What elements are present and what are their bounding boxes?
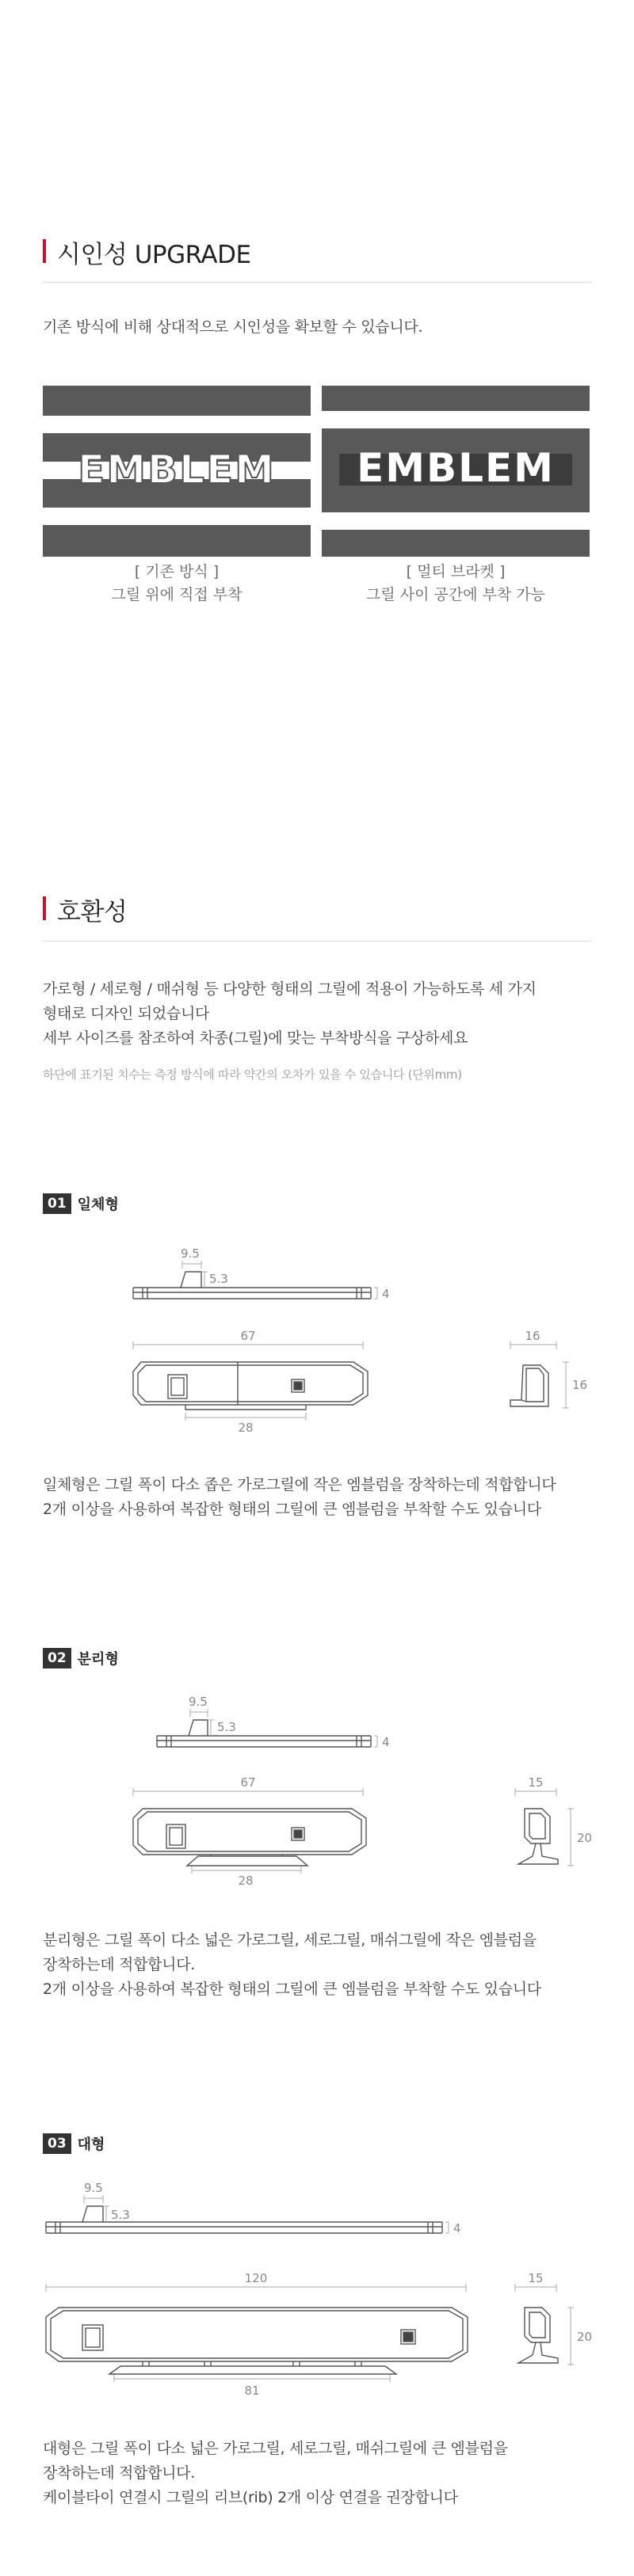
type-name: 분리형	[77, 1651, 119, 1668]
grille-stripe	[322, 411, 590, 428]
emblem-direct-mount-image	[43, 386, 311, 557]
type01-top-view-drawing	[119, 1243, 404, 1315]
type-number-badge: 03	[43, 2133, 71, 2154]
dim-label: 9.5	[84, 2181, 103, 2195]
compat-line: 세부 사이즈를 참조하여 차종(그릴)에 맞는 부착방식을 구상하세요	[43, 1029, 468, 1047]
desc-line: 케이블타이 연결시 그릴의 리브(rib) 2개 이상 연결을 권장합니다	[43, 2489, 458, 2506]
type02-description	[43, 1928, 541, 2002]
type-number-badge: 02	[43, 1648, 71, 1669]
compat-line: 가로형 / 세로형 / 매쉬형 등 다양한 형태의 그릴에 적용이 가능하도록 세 가지	[43, 980, 537, 998]
desc-line: 2개 이상을 사용하여 복잡한 형태의 그릴에 큰 엠블럼을 부착할 수도 있습니다	[43, 1981, 541, 1998]
caption-sub: 그릴 사이 공간에 부착 가능	[365, 586, 546, 603]
type02-side-view-drawing	[496, 1777, 599, 1888]
type-label-01	[43, 1193, 119, 1214]
grille-stripe	[322, 512, 590, 530]
dim-label: 4	[382, 1735, 390, 1749]
emblem-logo: EMBLEM	[78, 447, 276, 493]
dim-label: 20	[577, 2330, 593, 2344]
grille-stripe	[43, 508, 311, 525]
compat-note: 하단에 표기된 치수는 측정 방식에 따라 약간의 오차가 있을 수 있습니다 (단위mm)	[43, 1067, 462, 1082]
type-name: 대형	[77, 2137, 105, 2153]
dim-label: 16	[525, 1330, 540, 1343]
dim-label: 20	[577, 1831, 593, 1845]
type-label-03	[43, 2133, 105, 2154]
type03-side-view-drawing	[496, 2273, 599, 2391]
visibility-description: 기존 방식에 비해 상대적으로 시인성을 확보할 수 있습니다.	[43, 318, 423, 336]
dim-label: 5.3	[217, 1720, 236, 1734]
emblem-multi-bracket-image	[322, 386, 590, 557]
desc-line: 장착하는데 적합합니다.	[43, 1956, 196, 1973]
type01-front-view-drawing	[119, 1330, 388, 1433]
type-label-02	[43, 1648, 119, 1669]
section-divider	[43, 941, 591, 942]
grille-stripe	[43, 416, 311, 433]
desc-line: 분리형은 그릴 폭이 다소 넓은 가로그릴, 세로그릴, 매쉬그릴에 작은 엠블럼을	[43, 1931, 537, 1949]
dim-label: 16	[572, 1378, 588, 1392]
compat-description	[43, 977, 537, 1051]
type01-description	[43, 1473, 556, 1522]
type01-side-view-drawing	[491, 1330, 594, 1433]
dim-label: 4	[382, 1287, 390, 1301]
dim-label: 67	[240, 1777, 256, 1790]
dim-label: 4	[453, 2221, 461, 2235]
section-accent-bar	[43, 239, 46, 263]
dim-label: 15	[528, 2273, 544, 2285]
type-name: 일체형	[77, 1197, 119, 1213]
type03-front-view-drawing	[32, 2273, 483, 2399]
dim-label: 120	[244, 2273, 268, 2285]
section-divider	[43, 282, 591, 283]
section-title-compat: 호환성	[57, 898, 128, 927]
type-number-badge: 01	[43, 1193, 71, 1214]
section-accent-bar	[43, 896, 46, 920]
caption-title: [ 기존 방식 ]	[134, 563, 220, 580]
caption-direct-mount	[43, 561, 311, 607]
caption-multi-bracket	[322, 561, 590, 607]
dim-label: 28	[238, 1421, 254, 1433]
type03-top-view-drawing	[32, 2178, 491, 2249]
dim-label: 9.5	[181, 1246, 200, 1261]
desc-line: 2개 이상을 사용하여 복잡한 형태의 그릴에 큰 엠블럼을 부착할 수도 있습니다	[43, 1501, 541, 1518]
dim-label: 5.3	[209, 1272, 228, 1286]
dim-label: 15	[528, 1777, 544, 1790]
type03-description	[43, 2437, 508, 2510]
type02-top-view-drawing	[143, 1691, 428, 1763]
compat-line: 형태로 디자인 되었습니다	[43, 1005, 210, 1022]
desc-line: 장착하는데 적합합니다.	[43, 2464, 196, 2482]
dim-label: 28	[238, 1874, 254, 1888]
desc-line: 대형은 그릴 폭이 다소 넓은 가로그릴, 세로그릴, 매쉬그릴에 큰 엠블럼을	[43, 2440, 508, 2457]
caption-sub: 그릴 위에 직접 부착	[111, 586, 243, 603]
dim-label: 81	[244, 2384, 260, 2398]
desc-line: 일체형은 그릴 폭이 다소 좁은 가로그릴에 작은 엠블럼을 장착하는데 적합합니다	[43, 1476, 556, 1493]
section-title-visibility: 시인성 UPGRADE	[57, 241, 251, 269]
caption-title: [ 멀티 브라켓 ]	[406, 563, 506, 580]
dim-label: 67	[240, 1330, 256, 1343]
dim-label: 9.5	[189, 1695, 208, 1709]
type02-front-view-drawing	[119, 1777, 388, 1888]
dim-label: 5.3	[111, 2208, 130, 2222]
emblem-logo: EMBLEM	[357, 445, 555, 491]
